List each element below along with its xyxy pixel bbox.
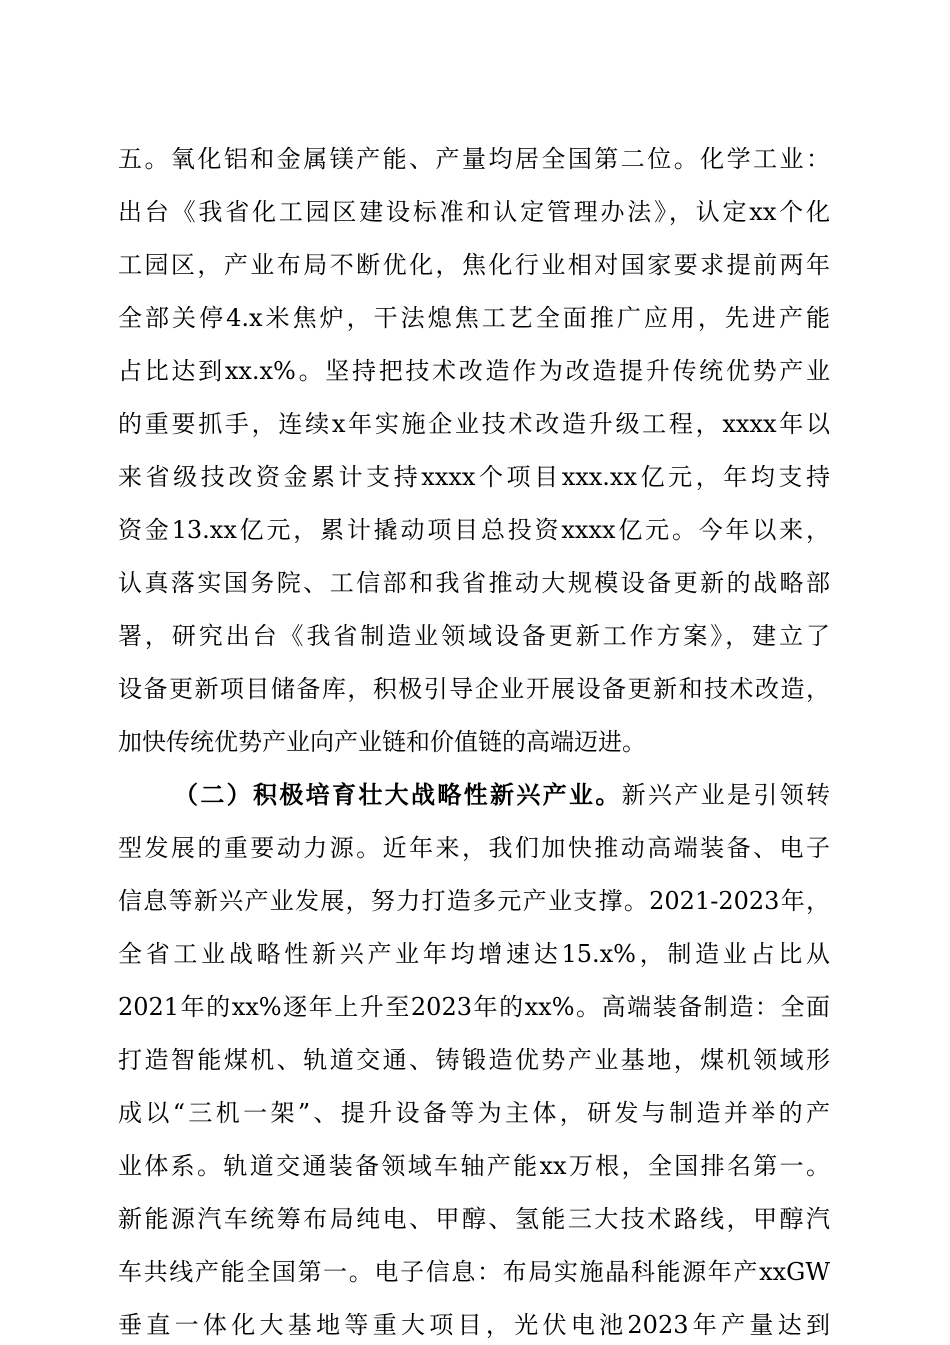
text-line: 署，研究出台《我省制造业领域设备更新工作方案》，建立了 — [118, 622, 830, 650]
text-line: 认真落实国务院、工信部和我省推动大规模设备更新的战略部 — [118, 569, 830, 597]
paragraph-first-line — [118, 775, 830, 815]
text-line: 出台《我省化工园区建设标准和认定管理办法》，认定xx个化 — [118, 198, 830, 226]
text-line: 成以“三机一架”、提升设备等为主体，研发与制造并举的产 — [118, 1099, 830, 1127]
text-line: 全省工业战略性新兴产业年均增速达15.x%，制造业占比从 — [118, 940, 830, 968]
text-line: 来省级技改资金累计支持xxxx个项目xxx.xx亿元，年均支持 — [118, 463, 830, 491]
text-line: 打造智能煤机、轨道交通、铸锻造优势产业基地，煤机领域形 — [118, 1046, 830, 1074]
text-line: 工园区，产业布局不断优化，焦化行业相对国家要求提前两年 — [118, 251, 830, 279]
text-line-rest: 新兴产业是引领转 — [621, 781, 831, 809]
text-line: 垂直一体化大基地等重大项目，光伏电池2023年产量达到 — [118, 1311, 830, 1339]
text-line: 占比达到xx.x%。坚持把技术改造作为改造提升传统优势产业 — [118, 357, 830, 385]
text-line: 资金13.xx亿元，累计撬动项目总投资xxxx亿元。今年以来， — [118, 516, 830, 544]
text-line: 全部关停4.x米焦炉，干法熄焦工艺全面推广应用，先进产能 — [118, 304, 830, 332]
text-line: 五。氧化铝和金属镁产能、产量均居全国第二位。化学工业： — [118, 145, 830, 173]
text-line: 车共线产能全国第一。电子信息：布局实施晶科能源年产xxGW — [118, 1258, 830, 1286]
section-heading: （二）积极培育壮大战略性新兴产业。 — [174, 780, 622, 809]
text-line: 业体系。轨道交通装备领域车轴产能xx万根，全国排名第一。 — [118, 1152, 830, 1180]
text-line: 加快传统优势产业向产业链和价值链的高端迈进。 — [118, 728, 646, 756]
text-line: 新能源汽车统筹布局纯电、甲醇、氢能三大技术路线，甲醇汽 — [118, 1205, 830, 1233]
text-line: 的重要抓手，连续x年实施企业技术改造升级工程，xxxx年以 — [118, 410, 830, 438]
text-line: 信息等新兴产业发展，努力打造多元产业支撑。2021-2023年， — [118, 887, 830, 915]
text-line: 设备更新项目储备库，积极引导企业开展设备更新和技术改造， — [118, 675, 830, 703]
text-line: 2021年的xx%逐年上升至2023年的xx%。高端装备制造：全面 — [118, 993, 830, 1021]
text-line: 型发展的重要动力源。近年来，我们加快推动高端装备、电子 — [118, 834, 830, 862]
